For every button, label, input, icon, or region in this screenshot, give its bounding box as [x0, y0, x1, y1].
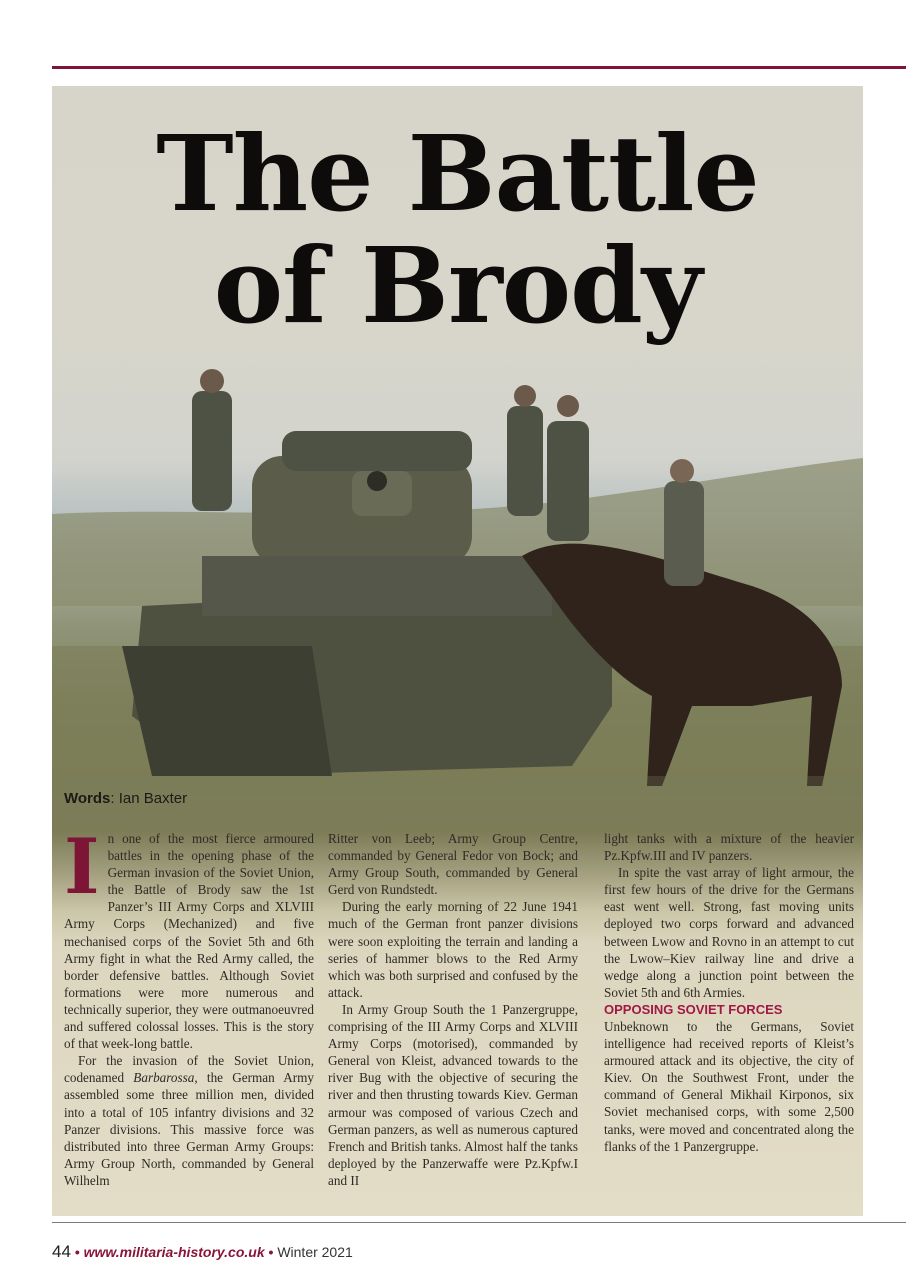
footer-separator: •	[268, 1244, 274, 1260]
byline-author: : Ian Baxter	[110, 790, 188, 807]
paragraph: Unbeknown to the Germans, Soviet intelligence had received reports of Kleist’s armoured attack and its objective, the city of Kiev. On the Southwest Front, under the command of General Mikhail Kirponos, six Soviet mechanised corps, with some 2,500 tanks, were moved and concentrated along the flanks of the 1 Panzergruppe.	[604, 1018, 854, 1154]
footer-separator: •	[74, 1244, 80, 1260]
website-link[interactable]: www.militaria-history.co.uk	[83, 1244, 265, 1260]
byline-label: Words	[64, 790, 111, 807]
bottom-rule	[52, 1222, 906, 1223]
drop-cap: I	[64, 822, 100, 911]
paragraph: During the early morning of 22 June 1941 much of the German front panzer divisions were soon exploiting the terrain and landing a series of hammer blows to the Red Army which was both surprised and confused by the attack.	[328, 899, 578, 1000]
section-subheading: OPPOSING SOVIET FORCES	[604, 1001, 783, 1017]
article-column-2	[328, 830, 578, 1189]
paragraph: In spite the vast array of light armour, the first few hours of the drive for the Germans east went well. Strong, fast moving units deployed two corps forward and advanced between Lwow and Rovno in an attempt to cut the Lwow–Kiev railway line and drive a wedge along a junction point between the Soviet 5th and 6th Armies.	[604, 865, 854, 1000]
paragraph: In one of the most fierce armoured battles in the opening phase of the German invasion of the Soviet Union, the Battle of Brody saw the 1st Panzer’s III Army Corps and XLVIII Army Corps (Mechanized) and five mechanised corps of the Soviet 5th and 6th Army fight in what the Red Army called, the border defensive battles. Although Soviet formations were more numerous and technically superior, they were outmanoeuvred and suffered colossal losses. This is the story of that week-long battle.	[64, 822, 314, 1052]
paragraph: For the invasion of the Soviet Union, codenamed Barbarossa, the German Army assembled some three million men, divided into a total of 105 infantry divisions and 32 Panzer divisions. This massive force was distributed into three German Army Groups: Army Group North, commanded by General Wilhelm	[64, 1053, 315, 1188]
operation-name: Barbarossa	[133, 1070, 195, 1086]
top-rule	[52, 66, 906, 69]
page-footer	[52, 1242, 353, 1262]
byline	[64, 790, 187, 807]
hero-photo	[52, 86, 863, 1216]
issue-label: Winter 2021	[277, 1244, 353, 1260]
paragraph: In Army Group South the 1 Panzergruppe, comprising of the III Army Corps and XLVIII Army Corps (motorised), commanded by General von Kleist, advanced towards to the river Bug with the objective of securing the river and then thrusting towards Kiev. German armour was composed of various Czech and German panzers, as well as numerous captured French and British tanks. Almost half the tanks deployed by the Panzerwaffe were Pz.Kpfw.I and II	[328, 1001, 578, 1188]
title-line-1: The Battle	[156, 112, 759, 235]
title-line-2: of Brody	[213, 224, 702, 347]
article-column-1	[64, 822, 315, 1189]
article-column-3	[604, 830, 854, 1155]
paragraph: Ritter von Leeb; Army Group Centre, commanded by General Fedor von Bock; and Army Group South, commanded by General Gerd von Rundstedt.	[328, 831, 578, 898]
article-title	[52, 112, 863, 347]
page-number: 44	[52, 1242, 71, 1261]
paragraph: light tanks with a mixture of the heavier Pz.Kpfw.III and IV panzers.	[604, 831, 854, 864]
